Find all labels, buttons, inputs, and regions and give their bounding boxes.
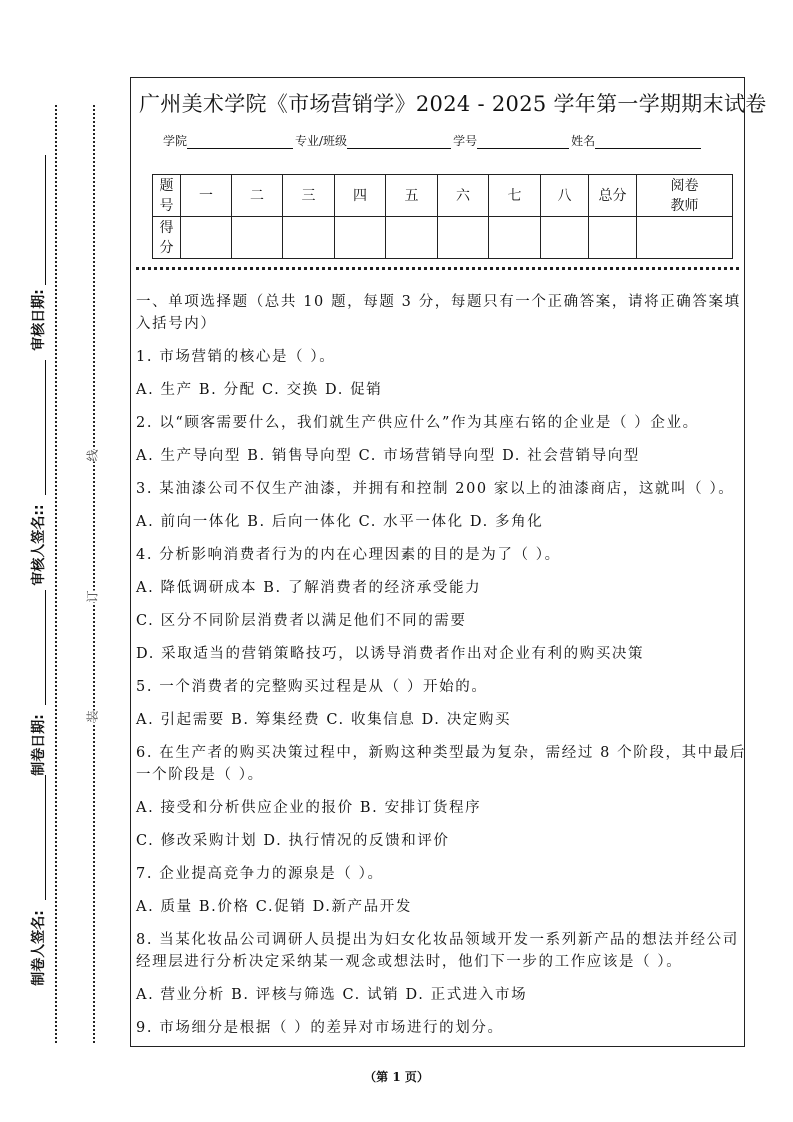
binding-dotted-line-inner	[93, 105, 95, 1043]
review-date-label: 审核日期:	[31, 289, 47, 351]
text-line: A. 营业分析 B. 评核与筛选 C. 试销 D. 正式进入市场	[136, 987, 528, 1003]
page-number: （第 1 页）	[364, 1070, 429, 1084]
maker-sign-label: 制卷人签名:	[31, 910, 47, 986]
header-cell: 六	[438, 175, 489, 217]
reviewer-sign-label: 审核人签名::	[31, 504, 47, 586]
score-table	[152, 174, 733, 259]
header-cell: 八	[541, 175, 589, 217]
question-text	[136, 1017, 746, 1039]
text-line: 1. 市场营销的核心是（ ）。	[136, 349, 336, 365]
section-divider	[136, 267, 739, 270]
score-cell[interactable]	[489, 217, 541, 259]
text-line: A. 接受和分析供应企业的报价 B. 安排订货程序	[136, 800, 482, 816]
exam-title: 广州美术学院《市场营销学》2024 - 2025 学年第一学期期末试卷	[139, 92, 767, 116]
reviewer-sign-line	[45, 360, 46, 495]
question-text	[136, 412, 746, 434]
text-line: A. 质量 B.价格 C.促销 D.新产品开发	[136, 899, 412, 915]
text-line: 经理层进行分析决定采纳某一观念或想法时，他们下一步的工作应该是（ ）。	[136, 954, 683, 970]
header-cell: 总分	[589, 175, 637, 217]
answer-options	[136, 984, 746, 1006]
maker-date-label: 制卷日期:	[31, 714, 47, 776]
header-cell: 五	[386, 175, 438, 217]
student-id-input[interactable]	[477, 134, 569, 149]
score-cell[interactable]	[181, 217, 232, 259]
header-cell: 七	[489, 175, 541, 217]
field-label-college: 学院	[163, 134, 188, 148]
text-line: A. 生产导向型 B. 销售导向型 C. 市场营销导向型 D. 社会营销导向型	[136, 448, 640, 464]
question-text	[136, 478, 746, 500]
text-line: 入括号内）	[136, 316, 217, 332]
binding-dotted-line-outer	[55, 105, 57, 1043]
text-line: D. 采取适当的营销策略技巧，以诱导消费者作出对企业有利的购买决策	[136, 646, 645, 662]
text-line: 3. 某油漆公司不仅生产油漆，并拥有和控制 200 家以上的油漆商店，这就叫（ ）。	[136, 481, 735, 497]
binding-mark-bind: 装	[85, 710, 100, 723]
answer-options	[136, 610, 746, 632]
section-heading	[136, 291, 746, 335]
text-line: A. 生产 B. 分配 C. 交换 D. 促销	[136, 382, 383, 398]
text-line: A. 前向一体化 B. 后向一体化 C. 水平一体化 D. 多角化	[136, 514, 544, 530]
question-text	[136, 742, 746, 786]
question-text	[136, 863, 746, 885]
header-cell-grader: 阅卷 教师	[637, 175, 733, 217]
score-cell[interactable]	[335, 217, 386, 259]
review-date-line	[45, 155, 46, 285]
maker-sign-line	[45, 775, 46, 900]
header-cell: 一	[181, 175, 232, 217]
question-text	[136, 676, 746, 698]
score-cell[interactable]	[386, 217, 438, 259]
exam-page-frame	[130, 77, 767, 1047]
maker-date-line	[45, 590, 46, 705]
header-cell: 三	[283, 175, 335, 217]
text-line: 7. 企业提高竞争力的源泉是（ ）。	[136, 866, 384, 882]
binding-mark-staple: 订	[85, 590, 100, 603]
answer-options	[136, 797, 746, 819]
text-line: 2. 以“顾客需要什么，我们就生产供应什么”作为其座右铭的企业是（ ）企业。	[136, 415, 699, 431]
score-label-cell: 得 分	[153, 217, 181, 259]
text-line: 一个阶段是（ ）。	[136, 767, 264, 783]
question-body	[136, 291, 746, 1050]
score-cell[interactable]	[232, 217, 283, 259]
field-label-student-id: 学号	[453, 134, 478, 148]
score-cell[interactable]	[438, 217, 489, 259]
college-input[interactable]	[187, 134, 293, 149]
answer-options	[136, 709, 746, 731]
text-line: 一、单项选择题（总共 10 题，每题 3 分，每题只有一个正确答案，请将正确答案填	[136, 294, 741, 310]
header-cell: 四	[335, 175, 386, 217]
text-line: 5. 一个消费者的完整购买过程是从（ ）开始的。	[136, 679, 488, 695]
major-class-input[interactable]	[347, 134, 451, 149]
header-label-cell: 题 号	[153, 175, 181, 217]
question-text	[136, 346, 746, 368]
name-input[interactable]	[595, 134, 701, 149]
field-label-name: 姓名	[571, 134, 596, 148]
text-line: C. 修改采购计划 D. 执行情况的反馈和评价	[136, 833, 450, 849]
text-line: 6. 在生产者的购买决策过程中，新购这种类型最为复杂，需经过 8 个阶段，其中最后	[136, 745, 746, 761]
answer-options	[136, 445, 746, 467]
text-line: A. 降低调研成本 B. 了解消费者的经济承受能力	[136, 580, 482, 596]
student-info-row	[163, 132, 703, 149]
score-cell[interactable]	[541, 217, 589, 259]
score-table-header-row	[153, 175, 733, 217]
score-cell[interactable]	[283, 217, 335, 259]
answer-options	[136, 643, 746, 665]
score-table-score-row	[153, 217, 733, 259]
answer-options	[136, 896, 746, 918]
text-line: 9. 市场细分是根据（ ）的差异对市场进行的划分。	[136, 1020, 504, 1036]
question-text	[136, 929, 746, 973]
score-cell-total[interactable]	[589, 217, 637, 259]
score-cell-grader[interactable]	[637, 217, 733, 259]
text-line: A. 引起需要 B. 筹集经费 C. 收集信息 D. 决定购买	[136, 712, 512, 728]
answer-options	[136, 379, 746, 401]
answer-options	[136, 577, 746, 599]
question-text	[136, 544, 746, 566]
binding-mark-line: 线	[85, 449, 100, 462]
answer-options	[136, 830, 746, 852]
text-line: 4. 分析影响消费者行为的内在心理因素的目的是为了（ ）。	[136, 547, 561, 563]
answer-options	[136, 511, 746, 533]
text-line: C. 区分不同阶层消费者以满足他们不同的需要	[136, 613, 467, 629]
text-line: 8. 当某化妆品公司调研人员提出为妇女化妆品领域开发一系列新产品的想法并经公司	[136, 932, 739, 948]
header-cell: 二	[232, 175, 283, 217]
field-label-major-class: 专业/班级	[295, 134, 348, 148]
